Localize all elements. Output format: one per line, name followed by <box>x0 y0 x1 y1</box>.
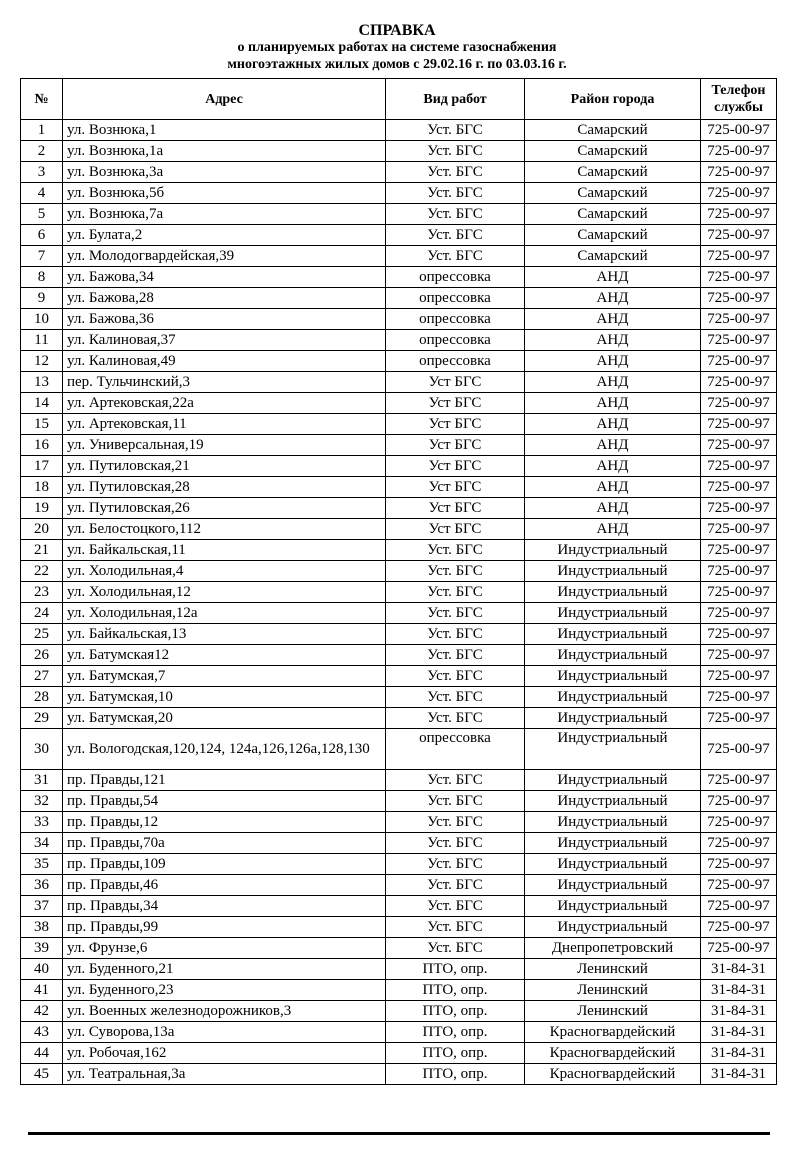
table-row <box>21 833 777 854</box>
table-row <box>21 1043 777 1064</box>
row-district: АНД <box>525 309 701 330</box>
row-work-type: ПТО, опр. <box>386 1064 525 1085</box>
row-work-type: Уст. БГС <box>386 540 525 561</box>
row-number: 5 <box>21 204 63 225</box>
row-address: ул. Батумская,10 <box>63 687 386 708</box>
row-address: ул. Калиновая,49 <box>63 351 386 372</box>
row-phone: 725-00-97 <box>701 351 777 372</box>
row-work-type: Уст БГС <box>386 435 525 456</box>
row-number: 10 <box>21 309 63 330</box>
row-number: 7 <box>21 246 63 267</box>
table-row <box>21 330 777 351</box>
row-district: Индустриальный <box>525 603 701 624</box>
row-number: 27 <box>21 666 63 687</box>
row-number: 43 <box>21 1022 63 1043</box>
row-work-type: опрессовка <box>386 330 525 351</box>
row-number: 3 <box>21 162 63 183</box>
row-district: Индустриальный <box>525 540 701 561</box>
row-work-type: Уст. БГС <box>386 896 525 917</box>
row-district: Самарский <box>525 141 701 162</box>
row-address: пр. Правды,12 <box>63 812 386 833</box>
row-district: Индустриальный <box>525 624 701 645</box>
table-row <box>21 1064 777 1085</box>
row-phone: 725-00-97 <box>701 225 777 246</box>
table-header-row <box>21 79 777 120</box>
table-row <box>21 854 777 875</box>
row-address: ул. Театральная,3а <box>63 1064 386 1085</box>
row-address: ул. Бажова,36 <box>63 309 386 330</box>
row-district: АНД <box>525 414 701 435</box>
table-row <box>21 141 777 162</box>
table-row <box>21 225 777 246</box>
table-row <box>21 791 777 812</box>
row-district: Красногвардейский <box>525 1064 701 1085</box>
row-district: АНД <box>525 288 701 309</box>
row-phone: 725-00-97 <box>701 120 777 141</box>
column-header-district: Район города <box>525 79 701 120</box>
row-address: пр. Правды,121 <box>63 770 386 791</box>
row-address: ул. Молодогвардейская,39 <box>63 246 386 267</box>
row-number: 30 <box>21 729 63 770</box>
table-row <box>21 414 777 435</box>
row-number: 39 <box>21 938 63 959</box>
table-row <box>21 603 777 624</box>
row-district: Индустриальный <box>525 875 701 896</box>
row-phone: 725-00-97 <box>701 896 777 917</box>
row-work-type: Уст БГС <box>386 393 525 414</box>
row-phone: 725-00-97 <box>701 288 777 309</box>
row-address: ул. Путиловская,28 <box>63 477 386 498</box>
row-work-type: ПТО, опр. <box>386 959 525 980</box>
table-row <box>21 938 777 959</box>
row-phone: 725-00-97 <box>701 687 777 708</box>
row-number: 21 <box>21 540 63 561</box>
row-address: ул. Робочая,162 <box>63 1043 386 1064</box>
row-phone: 31-84-31 <box>701 1001 777 1022</box>
row-phone: 725-00-97 <box>701 477 777 498</box>
row-work-type: Уст. БГС <box>386 833 525 854</box>
row-district: АНД <box>525 267 701 288</box>
row-phone: 31-84-31 <box>701 1022 777 1043</box>
row-district: Самарский <box>525 162 701 183</box>
row-district: Индустриальный <box>525 812 701 833</box>
row-district: Индустриальный <box>525 896 701 917</box>
row-work-type: Уст. БГС <box>386 875 525 896</box>
row-address: пр. Правды,99 <box>63 917 386 938</box>
row-work-type: Уст. БГС <box>386 183 525 204</box>
table-row <box>21 896 777 917</box>
row-address: ул. Фрунзе,6 <box>63 938 386 959</box>
row-phone: 725-00-97 <box>701 854 777 875</box>
table-row <box>21 183 777 204</box>
row-work-type: опрессовка <box>386 729 525 770</box>
row-address: пр. Правды,46 <box>63 875 386 896</box>
row-district: Индустриальный <box>525 561 701 582</box>
row-phone: 725-00-97 <box>701 833 777 854</box>
row-address: ул. Вознюка,1 <box>63 120 386 141</box>
table-row <box>21 162 777 183</box>
document-title: СПРАВКА <box>358 22 436 39</box>
row-phone: 725-00-97 <box>701 519 777 540</box>
row-work-type: ПТО, опр. <box>386 1001 525 1022</box>
row-address: ул. Холодильная,12а <box>63 603 386 624</box>
row-phone: 725-00-97 <box>701 162 777 183</box>
row-number: 36 <box>21 875 63 896</box>
row-district: АНД <box>525 435 701 456</box>
table-row <box>21 812 777 833</box>
row-number: 34 <box>21 833 63 854</box>
column-header-number: № <box>21 79 63 120</box>
row-phone: 31-84-31 <box>701 1043 777 1064</box>
row-district: АНД <box>525 393 701 414</box>
table-row <box>21 267 777 288</box>
row-number: 20 <box>21 519 63 540</box>
row-district: Индустриальный <box>525 770 701 791</box>
table-row <box>21 120 777 141</box>
table-row <box>21 435 777 456</box>
row-number: 35 <box>21 854 63 875</box>
row-phone: 725-00-97 <box>701 456 777 477</box>
table-row <box>21 917 777 938</box>
row-number: 25 <box>21 624 63 645</box>
row-work-type: Уст. БГС <box>386 645 525 666</box>
row-address: ул. Буденного,23 <box>63 980 386 1001</box>
document-subtitle-line1: о планируемых работах на системе газоснабжения <box>237 40 557 55</box>
row-phone: 725-00-97 <box>701 708 777 729</box>
table-row <box>21 645 777 666</box>
row-address: ул. Булата,2 <box>63 225 386 246</box>
row-address: ул. Байкальская,13 <box>63 624 386 645</box>
row-address: ул. Артековская,22а <box>63 393 386 414</box>
document-subtitle-line2: многоэтажных жилых домов с 29.02.16 г. по 03.03.16 г. <box>227 57 567 72</box>
row-address: пр. Правды,34 <box>63 896 386 917</box>
row-work-type: Уст. БГС <box>386 687 525 708</box>
row-district: Индустриальный <box>525 729 701 770</box>
row-work-type: Уст БГС <box>386 456 525 477</box>
works-table <box>20 78 777 1085</box>
row-work-type: Уст. БГС <box>386 666 525 687</box>
table-row <box>21 393 777 414</box>
row-phone: 725-00-97 <box>701 645 777 666</box>
row-work-type: Уст БГС <box>386 498 525 519</box>
table-row <box>21 729 777 770</box>
row-district: Индустриальный <box>525 854 701 875</box>
row-number: 17 <box>21 456 63 477</box>
row-district: Индустриальный <box>525 582 701 603</box>
row-work-type: Уст. БГС <box>386 120 525 141</box>
row-number: 16 <box>21 435 63 456</box>
row-address: ул. Байкальская,11 <box>63 540 386 561</box>
row-work-type: опрессовка <box>386 267 525 288</box>
row-address: пр. Правды,70а <box>63 833 386 854</box>
table-row <box>21 959 777 980</box>
row-address: пр. Правды,109 <box>63 854 386 875</box>
row-work-type: ПТО, опр. <box>386 1043 525 1064</box>
row-district: Индустриальный <box>525 645 701 666</box>
row-number: 40 <box>21 959 63 980</box>
row-work-type: Уст. БГС <box>386 582 525 603</box>
row-phone: 725-00-97 <box>701 141 777 162</box>
row-address: ул. Вологодская,120,124, 124а,126,126а,128,130 <box>63 729 386 770</box>
document-header <box>0 22 794 73</box>
row-address: ул. Батумская,7 <box>63 666 386 687</box>
row-work-type: Уст БГС <box>386 372 525 393</box>
row-number: 22 <box>21 561 63 582</box>
row-district: Красногвардейский <box>525 1022 701 1043</box>
row-work-type: Уст. БГС <box>386 917 525 938</box>
row-phone: 31-84-31 <box>701 1064 777 1085</box>
table-row <box>21 875 777 896</box>
bottom-divider <box>28 1132 770 1135</box>
row-work-type: Уст. БГС <box>386 225 525 246</box>
row-district: АНД <box>525 330 701 351</box>
row-address: ул. Путиловская,21 <box>63 456 386 477</box>
table-row <box>21 351 777 372</box>
row-phone: 725-00-97 <box>701 414 777 435</box>
row-number: 33 <box>21 812 63 833</box>
table-row <box>21 687 777 708</box>
row-work-type: Уст. БГС <box>386 812 525 833</box>
row-phone: 725-00-97 <box>701 624 777 645</box>
row-district: Самарский <box>525 183 701 204</box>
table-row <box>21 540 777 561</box>
row-phone: 725-00-97 <box>701 770 777 791</box>
row-work-type: Уст. БГС <box>386 770 525 791</box>
row-phone: 725-00-97 <box>701 561 777 582</box>
row-number: 1 <box>21 120 63 141</box>
table-row <box>21 246 777 267</box>
row-district: Самарский <box>525 120 701 141</box>
row-address: ул. Вознюка,3а <box>63 162 386 183</box>
table-row <box>21 288 777 309</box>
row-number: 23 <box>21 582 63 603</box>
row-number: 24 <box>21 603 63 624</box>
row-number: 19 <box>21 498 63 519</box>
row-district: Индустриальный <box>525 666 701 687</box>
row-district: Индустриальный <box>525 791 701 812</box>
column-header-phone: Телефон службы <box>701 79 777 120</box>
row-number: 45 <box>21 1064 63 1085</box>
row-district: Индустриальный <box>525 917 701 938</box>
table-row <box>21 770 777 791</box>
row-district: АНД <box>525 456 701 477</box>
row-work-type: ПТО, опр. <box>386 1022 525 1043</box>
row-work-type: Уст БГС <box>386 519 525 540</box>
row-work-type: ПТО, опр. <box>386 980 525 1001</box>
table-row <box>21 456 777 477</box>
row-address: ул. Артековская,11 <box>63 414 386 435</box>
row-phone: 725-00-97 <box>701 183 777 204</box>
row-phone: 725-00-97 <box>701 330 777 351</box>
row-number: 4 <box>21 183 63 204</box>
row-address: ул. Военных железнодорожников,3 <box>63 1001 386 1022</box>
row-phone: 725-00-97 <box>701 246 777 267</box>
column-header-work-type: Вид работ <box>386 79 525 120</box>
row-number: 14 <box>21 393 63 414</box>
row-address: ул. Холодильная,4 <box>63 561 386 582</box>
table-row <box>21 519 777 540</box>
row-district: Самарский <box>525 246 701 267</box>
row-work-type: Уст БГС <box>386 477 525 498</box>
row-address: пер. Тульчинский,3 <box>63 372 386 393</box>
table-row <box>21 372 777 393</box>
row-number: 15 <box>21 414 63 435</box>
row-number: 9 <box>21 288 63 309</box>
row-phone: 31-84-31 <box>701 980 777 1001</box>
table-row <box>21 309 777 330</box>
row-number: 42 <box>21 1001 63 1022</box>
row-district: Ленинский <box>525 980 701 1001</box>
row-work-type: Уст. БГС <box>386 791 525 812</box>
row-work-type: опрессовка <box>386 309 525 330</box>
row-number: 13 <box>21 372 63 393</box>
row-number: 18 <box>21 477 63 498</box>
row-number: 41 <box>21 980 63 1001</box>
row-work-type: Уст. БГС <box>386 854 525 875</box>
row-phone: 31-84-31 <box>701 959 777 980</box>
row-phone: 725-00-97 <box>701 812 777 833</box>
row-phone: 725-00-97 <box>701 435 777 456</box>
row-address: ул. Вознюка,5б <box>63 183 386 204</box>
row-number: 28 <box>21 687 63 708</box>
row-phone: 725-00-97 <box>701 498 777 519</box>
row-address: ул. Батумская,20 <box>63 708 386 729</box>
row-phone: 725-00-97 <box>701 372 777 393</box>
row-number: 8 <box>21 267 63 288</box>
row-phone: 725-00-97 <box>701 875 777 896</box>
row-number: 32 <box>21 791 63 812</box>
row-work-type: опрессовка <box>386 351 525 372</box>
row-district: АНД <box>525 477 701 498</box>
row-work-type: Уст. БГС <box>386 162 525 183</box>
row-phone: 725-00-97 <box>701 582 777 603</box>
row-address: ул. Калиновая,37 <box>63 330 386 351</box>
row-district: Ленинский <box>525 1001 701 1022</box>
row-district: АНД <box>525 372 701 393</box>
table-row <box>21 980 777 1001</box>
table-row <box>21 582 777 603</box>
column-header-address: Адрес <box>63 79 386 120</box>
table-row <box>21 666 777 687</box>
row-address: ул. Бажова,34 <box>63 267 386 288</box>
row-address: ул. Буденного,21 <box>63 959 386 980</box>
row-district: АНД <box>525 498 701 519</box>
row-number: 26 <box>21 645 63 666</box>
row-work-type: Уст. БГС <box>386 624 525 645</box>
row-address: ул. Холодильная,12 <box>63 582 386 603</box>
row-district: АНД <box>525 519 701 540</box>
row-phone: 725-00-97 <box>701 393 777 414</box>
row-work-type: Уст. БГС <box>386 141 525 162</box>
row-district: АНД <box>525 351 701 372</box>
table-row <box>21 204 777 225</box>
row-district: Самарский <box>525 204 701 225</box>
row-number: 31 <box>21 770 63 791</box>
row-phone: 725-00-97 <box>701 938 777 959</box>
row-phone: 725-00-97 <box>701 309 777 330</box>
row-phone: 725-00-97 <box>701 603 777 624</box>
row-phone: 725-00-97 <box>701 917 777 938</box>
row-address: ул. Путиловская,26 <box>63 498 386 519</box>
row-address: ул. Суворова,13а <box>63 1022 386 1043</box>
row-phone: 725-00-97 <box>701 267 777 288</box>
row-work-type: Уст. БГС <box>386 204 525 225</box>
row-address: ул. Вознюка,7а <box>63 204 386 225</box>
row-address: ул. Бажова,28 <box>63 288 386 309</box>
row-number: 38 <box>21 917 63 938</box>
row-address: ул. Вознюка,1а <box>63 141 386 162</box>
row-work-type: Уст. БГС <box>386 246 525 267</box>
row-address: ул. Батумская12 <box>63 645 386 666</box>
row-work-type: Уст. БГС <box>386 561 525 582</box>
row-district: Днепропетровский <box>525 938 701 959</box>
row-district: Самарский <box>525 225 701 246</box>
row-phone: 725-00-97 <box>701 666 777 687</box>
table-body <box>21 120 777 1085</box>
row-address: ул. Универсальная,19 <box>63 435 386 456</box>
table-row <box>21 624 777 645</box>
row-number: 44 <box>21 1043 63 1064</box>
row-district: Индустриальный <box>525 833 701 854</box>
row-number: 6 <box>21 225 63 246</box>
table-row <box>21 1001 777 1022</box>
row-number: 37 <box>21 896 63 917</box>
row-district: Ленинский <box>525 959 701 980</box>
row-number: 11 <box>21 330 63 351</box>
row-work-type: Уст. БГС <box>386 938 525 959</box>
table-row <box>21 561 777 582</box>
row-work-type: Уст. БГС <box>386 603 525 624</box>
row-address: ул. Белостоцкого,112 <box>63 519 386 540</box>
row-phone: 725-00-97 <box>701 204 777 225</box>
row-number: 29 <box>21 708 63 729</box>
row-work-type: Уст. БГС <box>386 708 525 729</box>
row-district: Индустриальный <box>525 687 701 708</box>
table-row <box>21 477 777 498</box>
row-phone: 725-00-97 <box>701 729 777 770</box>
row-district: Индустриальный <box>525 708 701 729</box>
row-district: Красногвардейский <box>525 1043 701 1064</box>
row-phone: 725-00-97 <box>701 540 777 561</box>
table-row <box>21 498 777 519</box>
row-work-type: Уст БГС <box>386 414 525 435</box>
table-row <box>21 708 777 729</box>
row-number: 2 <box>21 141 63 162</box>
row-number: 12 <box>21 351 63 372</box>
row-address: пр. Правды,54 <box>63 791 386 812</box>
row-work-type: опрессовка <box>386 288 525 309</box>
table-row <box>21 1022 777 1043</box>
row-phone: 725-00-97 <box>701 791 777 812</box>
